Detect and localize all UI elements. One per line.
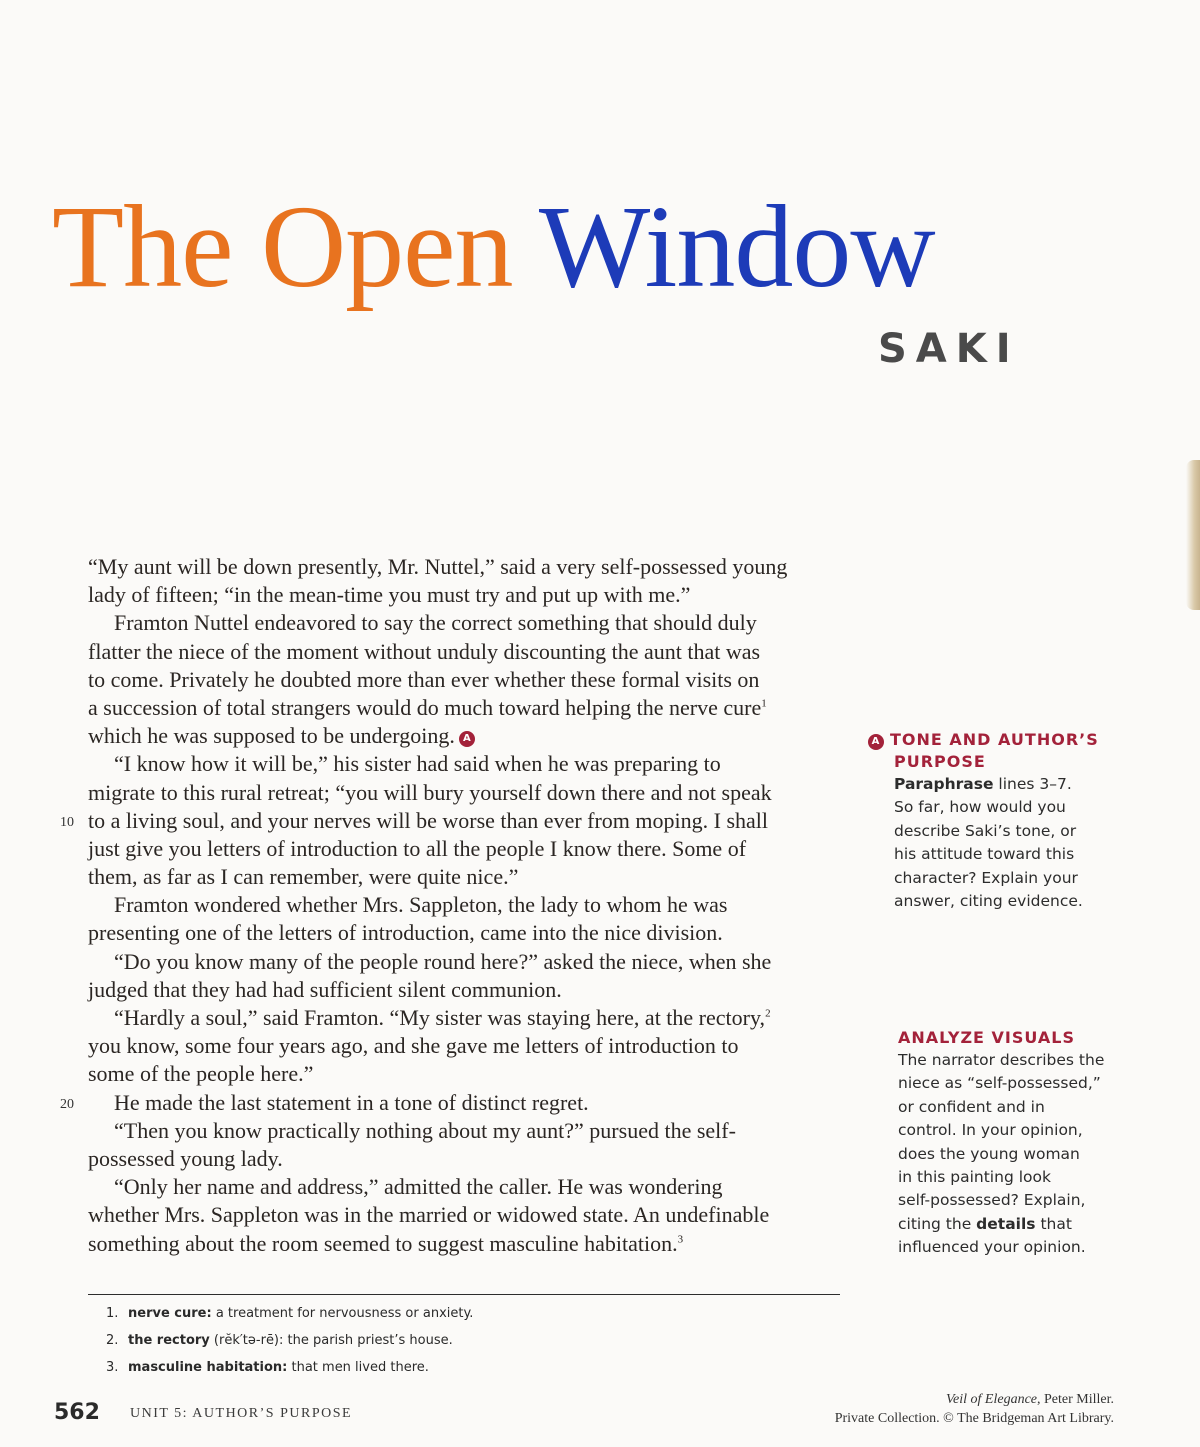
note-line: describe Saki’s tone, or (894, 821, 1077, 840)
note-line: The narrator describes the (898, 1051, 1105, 1069)
note-line: So far, how would you (894, 798, 1066, 817)
text-line: them, as far as I can remember, were quite nice.” (88, 864, 519, 890)
story-title (52, 181, 935, 312)
footnote-ref[interactable]: 1 (761, 697, 767, 710)
author-name: SAKI (878, 326, 1020, 372)
analyze-visuals-heading: ANALYZE VISUALS (898, 1028, 1076, 1047)
footnote-rule (88, 1294, 840, 1295)
text-line: which he was supposed to be undergoing. A (88, 722, 840, 750)
text-line: possessed young lady. (88, 1145, 283, 1171)
text-line: flatter the niece of the moment without unduly discounting the aunt that was (88, 638, 761, 664)
title-part-2: Window (538, 181, 935, 312)
story-text (60, 553, 840, 1258)
text-line: “My aunt will be down presently, Mr. Nuttel,” said a very self-possessed young (88, 554, 788, 579)
line-number: 10 (60, 814, 74, 830)
analyze-visuals-note: ANALYZE VISUALS The narrator describes the niece as “self-possessed,” or confident and in control. In your opinion, does the young woman in this painting look self-possessed? Explain, citing the details that influenced your opinion. (898, 1027, 1113, 1260)
note-line: influenced your opinion. (898, 1238, 1086, 1257)
footnote-1: 1. nerve cure: a treatment for nervousness or anxiety. (106, 1306, 474, 1321)
note-line: answer, citing evidence. (894, 892, 1083, 911)
painting-edge (1186, 460, 1200, 610)
text-line: “Only her name and address,” admitted the caller. He was wondering (114, 1174, 723, 1200)
text-line: a succession of total strangers would do much toward helping the nerve cure$^1$ (88, 694, 767, 720)
note-line: niece as “self-possessed,” (898, 1074, 1101, 1093)
text-line: “Do you know many of the people round here?” asked the niece, when she (114, 948, 772, 974)
text-line: Framton Nuttel endeavored to say the correct something that should duly (114, 610, 757, 636)
text-line: some of the people here.” (88, 1061, 314, 1087)
text-line: something about the room seemed to suggest masculine habitation.$^3$ (88, 1230, 684, 1256)
footnotes (106, 1304, 473, 1385)
text-line: you know, some four years ago, and she gave me letters of introduction to (88, 1033, 739, 1059)
annotation-marker-a: A (868, 734, 884, 750)
note-line: in this painting look (898, 1168, 1051, 1187)
tone-purpose-heading: A TONE AND AUTHOR’S PURPOSE (868, 729, 1118, 773)
footnote-ref[interactable]: 3 (677, 1233, 684, 1246)
text-line: lady of fifteen; “in the mean-time you must try and put up with me.” (88, 582, 691, 608)
text-line: migrate to this rural retreat; “you will bury yourself down there and not speak (88, 779, 772, 805)
footnote-2: 2. the rectory (rĕk′tə-rē): the parish priest’s house. (106, 1333, 453, 1348)
text-line: presenting one of the letters of introduction, came into the nice division. (88, 920, 723, 946)
text-line: “Then you know practically nothing about my aunt?” pursued the self- (114, 1117, 736, 1143)
line-number: 20 (60, 1096, 74, 1112)
text-line: to come. Privately he doubted more than ever whether these formal visits on (88, 666, 760, 692)
text-line: “I know how it will be,” his sister had said when he was preparing to (114, 751, 721, 777)
footnote-3: 3. masculine habitation: that men lived there. (106, 1360, 429, 1375)
note-line: character? Explain your (894, 868, 1078, 887)
text-line: just give you letters of introduction to all the people I know there. Some of (88, 835, 747, 861)
text-line: “Hardly a soul,” said Framton. “My sister was staying here, at the rectory,$^2$ (114, 1005, 771, 1030)
note-line: does the young woman (898, 1144, 1080, 1163)
text-line: 20 He made the last statement in a tone of distinct regret. (88, 1089, 840, 1117)
title-part-1: The Open (52, 181, 513, 312)
text-line: Framton wondered whether Mrs. Sappleton, the lady to whom he was (114, 892, 728, 918)
art-credit: Veil of Elegance, Peter Miller. Private Collection. © The Bridgeman Art Library. (834, 1392, 1114, 1426)
tone-purpose-note: A TONE AND AUTHOR’S PURPOSE Paraphrase lines 3–7. So far, how would you describe Saki’s tone, or his attitude toward this character? Explain your answer, citing evidence. (868, 729, 1118, 913)
note-line: or confident and in (898, 1097, 1045, 1116)
text-line: whether Mrs. Sappleton was in the married or widowed state. An undefinable (88, 1202, 770, 1228)
annotation-marker-a: A (459, 731, 475, 747)
unit-label: UNIT 5: AUTHOR’S PURPOSE (130, 1406, 353, 1421)
page-number: 562 (54, 1400, 100, 1425)
text-line: judged that they had had sufficient silent communion. (88, 976, 562, 1002)
note-line: his attitude toward this (894, 845, 1075, 864)
text-line: 10 to a living soul, and your nerves will be worse than ever from moping. I shall (88, 807, 840, 835)
note-line: self-possessed? Explain, (898, 1191, 1086, 1210)
note-line: control. In your opinion, (898, 1121, 1083, 1140)
footnote-ref[interactable]: 2 (765, 1007, 771, 1020)
